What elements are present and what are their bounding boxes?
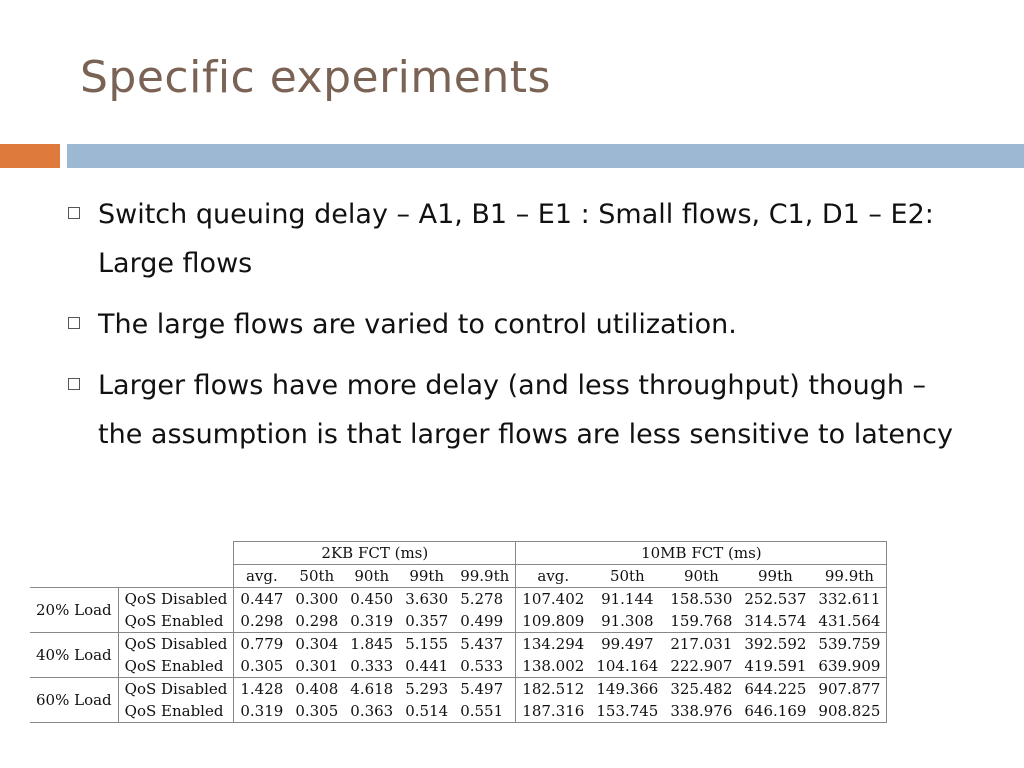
bullet-text: Switch queuing delay – A1, B1 – E1 : Small flows, C1, D1 – E2: Large flows [98,199,934,279]
value-cell: 159.768 [664,610,738,633]
value-cell: 0.441 [399,655,454,678]
value-cell: 217.031 [670,635,733,653]
qos-mode-label: QoS Disabled [118,588,234,611]
value-cell: 0.779 [234,633,289,656]
value-cell: 0.551 [454,700,516,723]
value-cell: 182.512 [516,678,591,701]
value-cell: 5.278 [460,590,504,608]
qos-mode-label: QoS Disabled [118,678,234,701]
value-cell: 392.592 [744,635,807,653]
value-cell: 91.308 [590,610,664,633]
column-header: 90th [344,565,399,588]
column-header: avg. [234,565,289,588]
value-cell: 1.845 [350,635,394,653]
load-label: 60% Load [30,678,118,723]
table-row [30,678,887,701]
accent-bar-blue [67,144,1024,168]
column-header: 50th [289,565,344,588]
qos-mode-label: QoS Disabled [118,633,234,656]
corner-cell [30,565,234,588]
qos-mode-label: QoS Enabled [118,700,234,723]
value-cell: 0.300 [295,590,339,608]
value-cell: 0.298 [234,610,289,633]
value-cell: 5.497 [460,680,504,698]
value-cell: 908.825 [812,700,887,723]
group-header-large: 10MB FCT (ms) [516,542,887,565]
value-cell: 0.333 [344,655,399,678]
group-header-small: 2KB FCT (ms) [234,542,516,565]
value-cell: 0.447 [234,588,289,611]
corner-cell [30,542,234,565]
value-cell: 0.363 [344,700,399,723]
table-row [30,700,887,723]
value-cell: 314.574 [738,610,812,633]
value-cell: 419.591 [738,655,812,678]
value-cell: 639.909 [812,655,887,678]
table-row [30,633,887,656]
table-body [30,588,887,723]
table-row [30,655,887,678]
bullet-list [66,190,966,471]
qos-mode-label: QoS Enabled [118,610,234,633]
value-cell: 0.319 [234,700,289,723]
value-cell: 0.408 [295,680,339,698]
value-cell: 1.428 [234,678,289,701]
column-header: 99th [738,565,812,588]
value-cell: 332.611 [812,588,887,611]
slide-title: Specific experiments [80,52,551,103]
value-cell: 107.402 [516,588,591,611]
fct-table [30,541,887,723]
load-label: 20% Load [30,588,118,633]
table-row [30,610,887,633]
bullet-square-icon [68,317,80,329]
value-cell: 149.366 [596,680,659,698]
table-row [30,588,887,611]
value-cell: 91.144 [601,590,654,608]
column-header: 99.9th [454,565,516,588]
column-header: 50th [590,565,664,588]
value-cell: 644.225 [744,680,807,698]
value-cell: 99.497 [601,635,654,653]
value-cell: 0.450 [350,590,394,608]
column-header: avg. [516,565,591,588]
value-cell: 0.305 [289,700,344,723]
bullet-item [66,300,966,349]
value-cell: 4.618 [350,680,394,698]
value-cell: 222.907 [664,655,738,678]
value-cell: 187.316 [516,700,591,723]
bullet-item [66,361,966,459]
value-cell: 431.564 [812,610,887,633]
value-cell: 252.537 [744,590,807,608]
column-header: 90th [664,565,738,588]
column-header: 99.9th [812,565,887,588]
value-cell: 0.499 [454,610,516,633]
value-cell: 0.301 [289,655,344,678]
value-cell: 104.164 [590,655,664,678]
value-cell: 158.530 [670,590,733,608]
value-cell: 0.305 [234,655,289,678]
value-cell: 0.319 [344,610,399,633]
load-label: 40% Load [30,633,118,678]
value-cell: 5.437 [460,635,504,653]
value-cell: 338.976 [664,700,738,723]
bullet-square-icon [68,207,80,219]
value-cell: 153.745 [590,700,664,723]
bullet-square-icon [68,378,80,390]
value-cell: 134.294 [516,633,591,656]
value-cell: 539.759 [812,633,887,656]
value-cell: 3.630 [405,590,449,608]
value-cell: 325.482 [670,680,733,698]
value-cell: 138.002 [516,655,591,678]
qos-mode-label: QoS Enabled [118,655,234,678]
value-cell: 5.155 [405,635,449,653]
value-cell: 0.304 [295,635,339,653]
value-cell: 646.169 [738,700,812,723]
value-cell: 907.877 [812,678,887,701]
sub-header-row [30,565,887,588]
value-cell: 0.533 [454,655,516,678]
value-cell: 0.298 [289,610,344,633]
column-header: 99th [399,565,454,588]
value-cell: 109.809 [516,610,591,633]
accent-bar-orange [0,144,60,168]
bullet-item [66,190,966,288]
bullet-text: The large flows are varied to control utilization. [98,309,737,340]
value-cell: 5.293 [405,680,449,698]
value-cell: 0.357 [399,610,454,633]
value-cell: 0.514 [399,700,454,723]
bullet-text: Larger flows have more delay (and less throughput) though – the assumption is that larger flows are less sensitive to latency [98,370,953,450]
